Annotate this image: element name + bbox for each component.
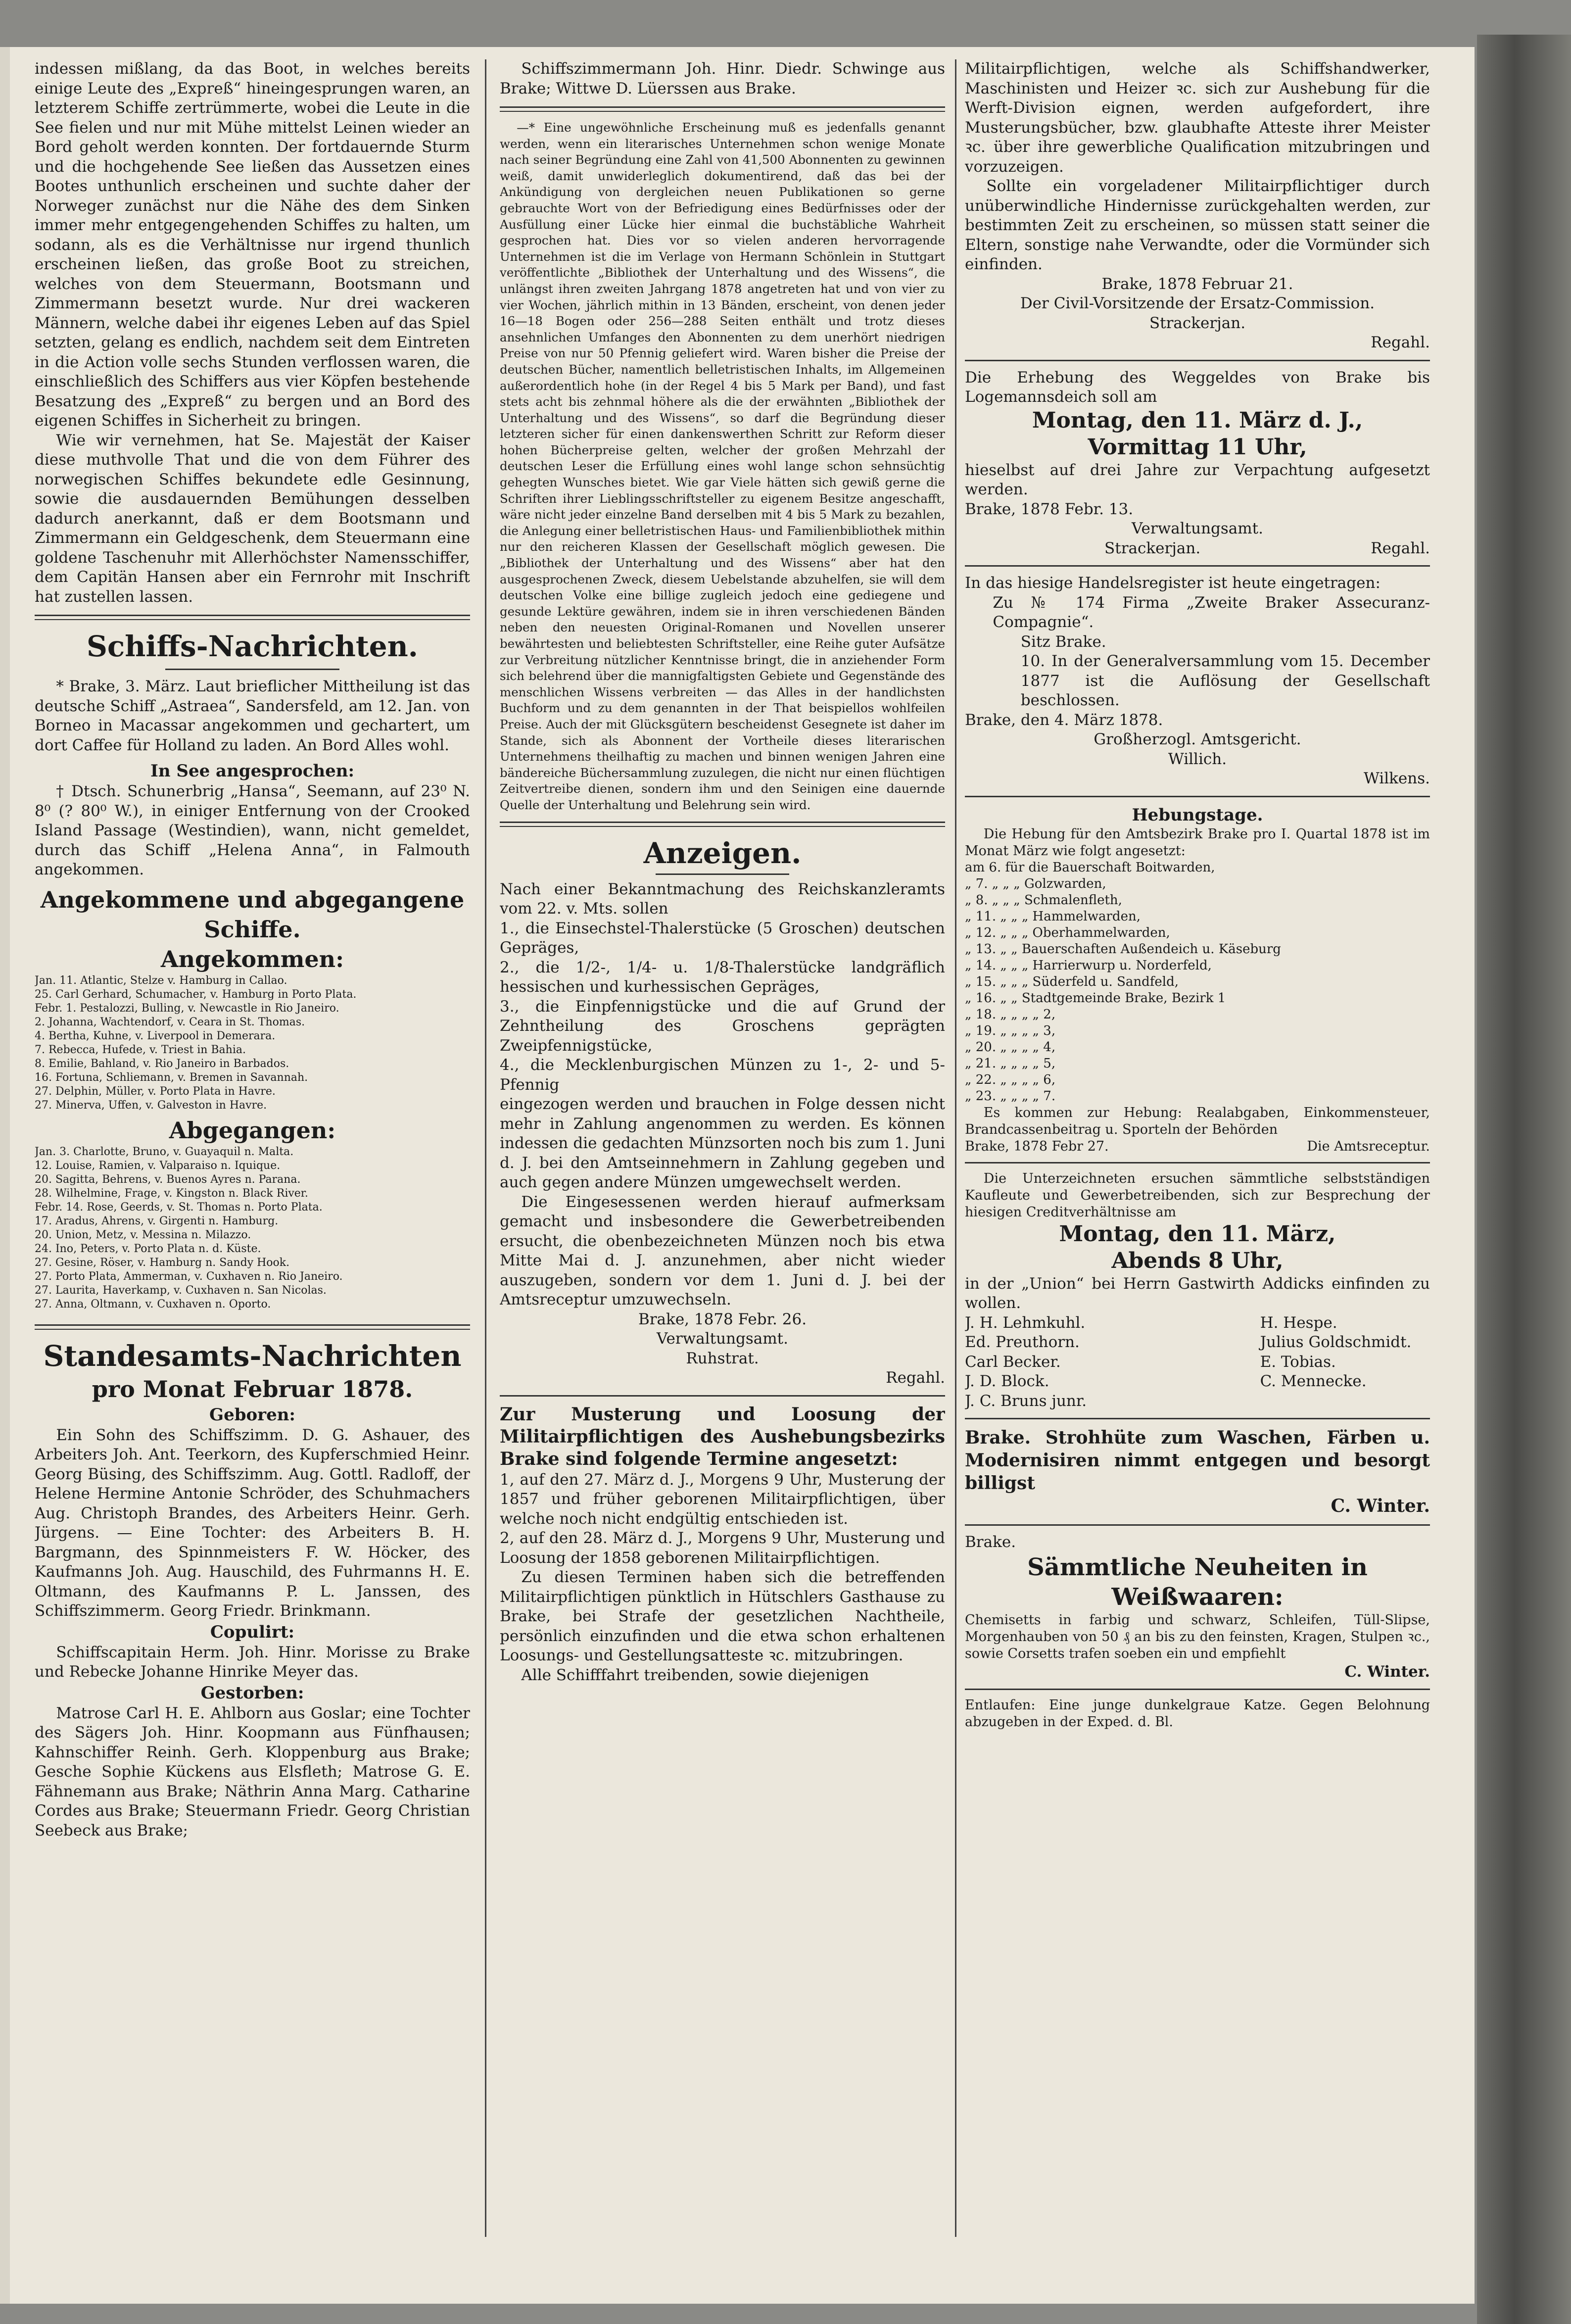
c3-org: Der Civil-Vorsitzende der Ersatz-Commission.	[1020, 294, 1375, 312]
list-item: „ 8. „ „ „ Schmalenfleth,	[965, 892, 1122, 908]
geboren-text: Ein Sohn des Schiffszimm. D. G. Ashauer, des Arbeiters Joh. Ant. Teerkorn, des Kupferschmied Heinr. Georg Büsing, des Schiffszimm. Aug. Gottl. Radloff, der Helene Hermine Antonie Schröder, des Schuhmachers Aug. Christoph Brandes, des Arbeiters Heinr. Gerh. Jürgens. — Eine Tochter: des Arbeiters B. H. Bargmann, des Spinnmeisters F. W. Höcker, des Kaufmanns Joh. Aug. Hauschild, des Fuhrmanns H. E. Oltmann, des Kaufmanns P. L. Janssen, des Schiffszimmerm. Georg Friedr. Brinkmann.	[35, 1426, 470, 1620]
handelsregister-2: Sitz Brake.	[1020, 632, 1106, 651]
standesamt-title: Standesamts-Nachrichten	[43, 1339, 462, 1373]
kaufleute-text-2: in der „Union“ bei Herrn Gastwirth Addicks einfinden zu wollen.	[965, 1274, 1430, 1312]
handelsregister-1: Zu № 174 Firma „Zweite Braker Assecuranz-Compagnie“.	[993, 593, 1430, 631]
divider	[500, 106, 945, 112]
list-item: 25. Carl Gerhard, Schumacher, v. Hamburg in Porto Plata.	[35, 988, 357, 1001]
kaufleute-date: Montag, den 11. März,	[1059, 1221, 1336, 1247]
weggeld-sig-2: Regahl.	[1371, 539, 1430, 557]
list-item: 24. Ino, Peters, v. Porto Plata n. d. Küste.	[35, 1242, 261, 1255]
list-item: 27. Anna, Oltmann, v. Cuxhaven n. Oporto.	[35, 1298, 271, 1310]
list-item: 7. Rebecca, Hufede, v. Triest in Bahia.	[35, 1043, 246, 1056]
list-item: 8. Emilie, Bahland, v. Rio Janeiro in Barbados.	[35, 1057, 289, 1070]
schiffs-text: * Brake, 3. März. Laut brieflicher Mittheilung ist das deutsche Schiff „Astraea“, Sandersfeld, am 12. Jan. von Borneo in Macassar angekommen und gechartert, um dort Caffee für Holland zu laden. An Bord Alles wohl.	[35, 678, 470, 754]
column-3	[965, 59, 1430, 1731]
handelsregister-sig: Willich.	[1168, 750, 1227, 768]
neuheiten-sig: C. Winter.	[1344, 1662, 1430, 1681]
anz-amt: Verwaltungsamt.	[657, 1330, 788, 1348]
list-item: E. Tobias.	[1260, 1353, 1336, 1371]
divider	[656, 873, 789, 875]
weggeld-amt: Verwaltungsamt.	[1132, 520, 1263, 537]
gestorben-text: Matrose Carl H. E. Ahlborn aus Goslar; eine Tochter des Sägers Joh. Hinr. Koopmann aus Fünfhausen; Kahnschiffer Reinh. Gerh. Kloppenburg aus Brake; Gesche Sophie Kückens aus Elsfleth; Matrose G. E. Fähnemann aus Brake; Näthrin Anna Marg. Catharine Cordes aus Brake; Steuermann Friedr. Georg Christian Seebeck aus Brake;	[35, 1704, 470, 1840]
musterung-2: 2, auf den 28. März d. J., Morgens 9 Uhr, Musterung und Loosung der 1858 geborenen Militairpflichtigen.	[500, 1529, 945, 1567]
weggeld-text: Die Erhebung des Weggeldes von Brake bis Logemannsdeich soll am	[965, 368, 1430, 406]
list-item: 16. Fortuna, Schliemann, v. Bremen in Savannah.	[35, 1071, 308, 1084]
list-item: Jan. 11. Atlantic, Stelze v. Hamburg in Callao.	[35, 974, 287, 987]
list-item: Febr. 1. Pestalozzi, Bulling, v. Newcastle in Rio Janeiro.	[35, 1002, 339, 1015]
handelsregister-3: 10. In der Generalversammlung vom 15. December 1877 ist die Auflösung der Gesellschaft beschlossen.	[1020, 652, 1430, 709]
column-1	[35, 59, 470, 1840]
divider	[965, 360, 1430, 361]
anz-sig: Ruhstrat.	[686, 1349, 759, 1367]
list-item: J. C. Bruns junr.	[965, 1392, 1087, 1410]
c3-cont-2: Sollte ein vorgeladener Militairpflichtiger durch unüberwindliche Hindernisse zurückgehalten werden, zur bestimmten Zeit zu erscheinen, so müssen statt seiner die Eltern, sonstige nahe Verwandte, oder die Vormünder sich einfinden.	[965, 177, 1430, 273]
divider	[965, 796, 1430, 797]
abg-list	[35, 1145, 470, 1311]
divider	[965, 565, 1430, 567]
neuheiten-title: Sämmtliche Neuheiten in Weißwaaren:	[1027, 1553, 1368, 1611]
list-item: J. D. Block.	[965, 1372, 1049, 1390]
list-item: J. H. Lehmkuhl.	[965, 1313, 1086, 1332]
list-item: „ 11. „ „ „ Hammelwarden,	[965, 909, 1141, 924]
weggeld-time: Vormittag 11 Uhr,	[1088, 434, 1307, 460]
divider	[965, 1162, 1430, 1163]
divider	[35, 615, 470, 620]
list-item: 1., die Einsechstel-Thalerstücke (5 Groschen) deutschen Gepräges,	[500, 919, 945, 957]
kaufleute-names-left	[965, 1313, 1087, 1411]
kaufleute-text: Die Unterzeichneten ersuchen sämmtliche selbstständigen Kaufleute und Gewerbetreibenden, sich zur Besprechung der hiesigen Creditverhältnisse am	[965, 1170, 1430, 1220]
book-binding	[1477, 35, 1571, 2324]
neuheiten-place: Brake.	[965, 1533, 1016, 1551]
list-item: 20. Sagitta, Behrens, v. Buenos Ayres n. Parana.	[35, 1173, 301, 1186]
neuheiten-text: Chemisetts in farbig und schwarz, Schleifen, Tüll-Slipse, Morgenhauben von 50 ₰ an bis zu den feinsten, Kragen, Stulpen ꝛc., sowie Corsetts trafen soeben ein und empfiehlt	[965, 1612, 1430, 1661]
anz-list	[500, 919, 945, 1095]
news-intro-2: Wie wir vernehmen, hat Se. Majestät der Kaiser diese muthvolle That und die von dem Führer des norwegischen Schiffes bekundete edle Gesinnung, sowie die ausdauernden Bemühungen desselben dadurch anerkannt, daß er dem Bootsmann und Zimmermann ein Geldgeschenk, dem Steuermann eine goldene Taschenuhr mit Allerhöchster Namensschiffer, dem Capitän Hansen aber ein Fernrohr mit Inschrift hat zustellen lassen.	[35, 431, 470, 606]
news-intro: indessen mißlang, da das Boot, in welches bereits einige Leute des „Expreß“ hineingesprungen waren, an letzterem Schiffe zertrümmerte, wobei die Leute in die See fielen und nur mit Mühe mittelst Leinen wieder an Bord geholt werden konnten. Der fortdauernde Sturm und die hochgehende See ließen das Aussetzen eines Bootes unthunlich erscheinen und suchte daher der Norweger zunächst nur die Nähe des dem Sinken immer mehr entgegengehenden Schiffes zu halten, um sodann, als es die Verhältnisse nur irgend thunlich erscheinen ließen, das große Boot zu streichen, welches von dem Steuermann, Bootsmann und Zimmermann besetzt wurde. Nur drei wackeren Männern, welche dabei ihr eigenes Leben auf das Spiel setzten, gelang es endlich, nachdem seit dem Eintreten in die Action volle sechs Stunden verflossen waren, die einschließlich des Schiffers aus vier Köpfen bestehende Besatzung des „Expreß“ zu bergen und an Bord des eigenen Schiffes in Sicherheit zu bringen.	[35, 60, 470, 430]
anz-sig-2: Regahl.	[886, 1369, 945, 1387]
handelsregister-sig-2: Wilkens.	[1363, 770, 1430, 787]
ang-subtitle: Angekommen:	[160, 945, 344, 972]
anz-date: Brake, 1878 Febr. 26.	[638, 1310, 807, 1328]
divider	[965, 1524, 1430, 1526]
divider	[500, 1395, 945, 1397]
list-item: C. Mennecke.	[1260, 1372, 1367, 1390]
list-item: H. Hespe.	[1260, 1313, 1337, 1332]
kaufleute-time: Abends 8 Uhr,	[1111, 1248, 1284, 1273]
musterung-text: Zu diesen Terminen haben sich die betreffenden Militairpflichtigen pünktlich in Hütschlers Gasthause zu Brake, bei Strafe der gesetzlichen Nachtheile, persönlich einzufinden und die etwa schon erhaltenen Loosungs- und Gestellungsatteste ꝛc. mitzubringen.	[500, 1568, 945, 1665]
weggeld-signatures	[965, 539, 1430, 559]
list-item: 12. Louise, Ramien, v. Valparaiso n. Iquique.	[35, 1159, 281, 1172]
hebungstage-title: Hebungstage.	[1132, 805, 1263, 825]
list-item: „ 21. „ „ „ „ 5,	[965, 1056, 1056, 1071]
list-item: „ 19. „ „ „ „ 3,	[965, 1023, 1056, 1038]
hebungstage-list	[965, 860, 1430, 1105]
list-item: 2., die 1/2-, 1/4- u. 1/8-Thalerstücke landgräflich hessischen und kurhessischen Gepräges,	[500, 958, 945, 996]
list-item: „ 13. „ „ Bauerschaften Außendeich u. Käseburg	[965, 941, 1281, 957]
list-item: 27. Delphin, Müller, v. Porto Plata in Havre.	[35, 1085, 276, 1098]
list-item: 20. Union, Metz, v. Messina n. Milazzo.	[35, 1228, 251, 1241]
column-2	[500, 59, 945, 1685]
hebungstage-text: Die Hebung für den Amtsbezirk Brake pro I. Quartal 1878 ist im Monat März wie folgt angesetzt:	[965, 826, 1430, 859]
strohhuete-text: Brake. Strohhüte zum Waschen, Färben u. Modernisiren nimmt entgegen und besorgt billigst	[965, 1427, 1430, 1494]
column-rule	[955, 59, 956, 2237]
divider	[165, 669, 339, 670]
musterung-title: Zur Musterung und Loosung der Militairpflichtigen des Aushebungsbezirks Brake sind folgende Termine angesetzt:	[500, 1404, 945, 1469]
hebungstage-date: Brake, 1878 Febr 27.	[965, 1138, 1109, 1154]
ang-list	[35, 974, 470, 1113]
c3-date: Brake, 1878 Februar 21.	[1101, 275, 1293, 293]
kaufleute-names-right	[1260, 1313, 1412, 1411]
anz-p3: Die Eingesessenen werden hierauf aufmerksam gemacht und insbesondere die Gewerbetreibenden ersucht, die obenbezeichneten Münzen noch bis etwa Mitte Mai d. J. anzunehmen, aber nicht wieder auszugeben, sondern vor dem 1. Juni d. J. bei der Amtsreceptur umzuwechseln.	[500, 1193, 945, 1309]
list-item: Febr. 14. Rose, Geerds, v. St. Thomas n. Porto Plata.	[35, 1201, 323, 1213]
list-item: „ 7. „ „ „ Golzwarden,	[965, 876, 1106, 891]
list-item: „ 22. „ „ „ „ 6,	[965, 1072, 1056, 1087]
list-item: „ 14. „ „ „ Harrierwurp u. Norderfeld,	[965, 958, 1212, 973]
neuheiten-header	[965, 1533, 1430, 1552]
musterung-text-2: Alle Schifffahrt treibenden, sowie diejenigen	[521, 1666, 869, 1684]
list-item: „ 12. „ „ „ Oberhammelwarden,	[965, 925, 1170, 940]
col2-top: Schiffszimmermann Joh. Hinr. Diedr. Schwinge aus Brake; Wittwe D. Lüerssen aus Brake.	[500, 60, 945, 97]
c3-sig: Strackerjan.	[1149, 314, 1246, 332]
list-item: Ed. Preuthorn.	[965, 1333, 1080, 1351]
hebungstage-org: Die Amtsreceptur.	[1307, 1138, 1430, 1154]
divider	[35, 1324, 470, 1330]
list-item: am 6. für die Bauerschaft Boitwarden,	[965, 860, 1215, 875]
list-item: 2. Johanna, Wachtendorf, v. Ceara in St. Thomas.	[35, 1016, 305, 1028]
musterung-1: 1, auf den 27. März d. J., Morgens 9 Uhr, Musterung der 1857 und früher geborenen Militairpflichtigen, über welche noch nicht endgültig entschieden ist.	[500, 1470, 945, 1528]
handelsregister-text: In das hiesige Handelsregister ist heute eingetragen:	[965, 574, 1381, 592]
hebungstage-signature	[965, 1138, 1430, 1155]
list-item: „ 15. „ „ „ Süderfeld u. Sandfeld,	[965, 974, 1179, 989]
library-article: —* Eine ungewöhnliche Erscheinung muß es jedenfalls genannt werden, wenn ein literarisches Unternehmen schon wenige Monate nach seiner Begründung eine Zahl von 41,500 Abonnenten zu gewinnen weiß, damit unwiderleglich dokumentirend, daß das bei der Ankündigung von dergleichen neuen Publikationen so gerne gebrauchte Wort von der Befriedigung eines Bedürfnisses oder der Ausfüllung einer Lücke hier einmal die buchstäbliche Wahrheit gesprochen hat. Dies vor so vielen anderen hervorragende Unternehmen ist die im Verlage von Hermann Schönlein in Stuttgart veröffentlichte „Bibliothek der Unterhaltung und des Wissens“, die unlängst ihren zweiten Jahrgang 1878 angetreten hat und von vier zu vier Wochen, jährlich mithin in 13 Bänden, erscheint, von denen jeder 16—18 Bogen oder 256—288 Seiten enthält und trotz dieses ansehnlichen Umfanges den Abonnenten zu dem unerhört niedrigen Preise von nur 50 Pfennig geliefert wird. Waren bisher die Preise der deutschen Bücher, namentlich belletristischen Inhalts, im Allgemeinen außerordentlich hohe (in der Regel 4 bis 5 Mark per Band), und fast stets acht bis zehnmal höhere als die der erwähnten „Bibliothek der Unterhaltung und des Wissens“, so darf die Begründung dieser letzteren sicher für einen dankenswerthen Schritt zur Reform dieser hohen Bücherpreise gelten, welcher der großen Mehrzahl der deutschen Leser die Erfüllung eines wohl lange schon sehnsüchtig gehegten Wunsches bietet. Wie gar Viele hätten sich gewiß gerne die Schriften ihrer Lieblingsschriftsteller zu eigenem Besitze angeschafft, wäre nicht jeder einzelne Band derselben mit 4 bis 5 Mark zu bezahlen, die Anlegung einer belletristischen Haus- und Familienbibliothek mithin nur den reicheren Klassen der Gesellschaft möglich gewesen. Die „Bibliothek der Unterhaltung und des Wissens“ aber hat den ausgesprochenen Zweck, diesem Uebelstande abzuhelfen, sie will dem deutschen Volke eine billige zugleich jedoch eine gediegene und gesunde Lektüre gewähren, indem sie in ihren verschiedenen Bänden neben den neuesten Original-Romanen und Novellen unserer bewährtesten und beliebtesten Schriftsteller, eine Reihe guter Aufsätze zur Verbreitung nützlicher Kenntnisse bringt, die in anziehender Form sich belehrend über die mannigfaltigsten Gebiete und Gegenstände des menschlichen Wissens verbreiten — das Alles in der handlichsten Buchform und zu dem genannten in der That beispiellos wohlfeilen Preise. Auch der mit Glücksgütern bescheidenst Gesegnete ist daher im Stande, sich als Abonnent der Vortheile dieses literarischen Unternehmens theilhaftig zu machen und binnen wenigen Jahren eine bändereiche Büchersammlung zuzulegen, die nicht nur einen flüchtigen Zeitvertreibe dienen, sondern ihm und den Seinigen eine dauernde Quelle der Unterhaltung und Belehrung sein wird.	[500, 120, 945, 812]
entlaufen-text: Entlaufen: Eine junge dunkelgraue Katze. Gegen Belohnung abzugeben in der Exped. d. Bl.	[965, 1697, 1430, 1730]
list-item: „ 20. „ „ „ „ 4,	[965, 1039, 1056, 1055]
see-text: † Dtsch. Schunerbrig „Hansa“, Seemann, auf 23⁰ N. 8⁰ (? 80⁰ W.), in einiger Entfernung von der Crooked Island Passage (Westindien), wann, nicht gemeldet, durch das Schiff „Helena Anna“, in Falmouth angekommen.	[35, 782, 470, 878]
list-item: 27. Minerva, Uffen, v. Galveston in Havre.	[35, 1099, 267, 1112]
weggeld-sig: Strackerjan.	[1104, 539, 1201, 557]
abg-subtitle: Abgegangen:	[169, 1116, 336, 1144]
divider	[965, 1689, 1430, 1690]
list-item: Julius Goldschmidt.	[1260, 1333, 1412, 1351]
kaufleute-names	[965, 1313, 1430, 1411]
list-item: 17. Aradus, Ahrens, v. Girgenti n. Hamburg.	[35, 1214, 279, 1227]
section-title-schiffs: Schiffs-Nachrichten.	[87, 629, 418, 663]
anz-p2: eingezogen werden und brauchen in Folge dessen nicht mehr in Zahlung angenommen zu werden. Es können indessen die gedachten Münzsorten noch bis zum 1. Juni d. J. bei den Amtseinnehmern in Zahlung gegeben und auch gegen andere Münzen umgewechselt werden.	[500, 1095, 945, 1192]
c3-sig-2: Regahl.	[1371, 334, 1430, 351]
list-item: 4., die Mecklenburgischen Münzen zu 1-, 2- und 5-Pfennig	[500, 1056, 945, 1094]
standesamt-title-2: pro Monat Februar 1878.	[92, 1375, 413, 1403]
ang-title: Angekommene und abgegangene Schiffe.	[40, 886, 465, 943]
list-item: 28. Wilhelmine, Frage, v. Kingston n. Black River.	[35, 1187, 308, 1200]
copulirt-title: Copulirt:	[210, 1622, 295, 1642]
copulirt-text: Schiffscapitain Herm. Joh. Hinr. Morisse zu Brake und Rebecke Johanne Hinrike Meyer das.	[35, 1643, 470, 1681]
handelsregister-org: Großherzogl. Amtsgericht.	[1094, 730, 1301, 748]
column-rule	[485, 59, 486, 2237]
list-item: „ 16. „ „ Stadtgemeinde Brake, Bezirk 1	[965, 990, 1226, 1006]
strohhuete-sig: C. Winter.	[1331, 1496, 1430, 1516]
list-item: 27. Laurita, Haverkamp, v. Cuxhaven n. San Nicolas.	[35, 1284, 327, 1297]
geboren-title: Geboren:	[209, 1404, 295, 1425]
anzeigen-title: Anzeigen.	[643, 836, 802, 870]
list-item: 4. Bertha, Kuhne, v. Liverpool in Demerara.	[35, 1029, 276, 1042]
divider	[965, 1418, 1430, 1419]
list-item: Jan. 3. Charlotte, Bruno, v. Guayaquil n. Malta.	[35, 1145, 294, 1158]
weggeld-place-date: Brake, 1878 Febr. 13.	[965, 500, 1134, 518]
list-item: 27. Porto Plata, Ammerman, v. Cuxhaven n. Rio Janeiro.	[35, 1270, 343, 1283]
divider	[500, 822, 945, 827]
gestorben-title: Gestorben:	[200, 1683, 304, 1703]
handelsregister-date: Brake, den 4. März 1878.	[965, 711, 1163, 729]
anz-intro: Nach einer Bekanntmachung des Reichskanzleramts vom 22. v. Mts. sollen	[500, 880, 945, 918]
hebungstage-text-2: Es kommen zur Hebung: Realabgaben, Einkommensteuer, Brandcassenbeitrag u. Sporteln der Behörden	[965, 1105, 1430, 1137]
c3-cont: Militairpflichtigen, welche als Schiffshandwerker, Maschinisten und Heizer ꝛc. sich zur Aushebung für die Werft-Division eignen, werden aufgefordert, ihre Musterungsbücher, bzw. glaubhafte Atteste ihrer Meister ꝛc. über ihre gewerbliche Qualification mitzubringen und vorzuzeigen.	[965, 60, 1430, 176]
list-item: „ 18. „ „ „ „ 2,	[965, 1007, 1056, 1022]
weggeld-date: Montag, den 11. März d. J.,	[1032, 407, 1363, 433]
list-item: „ 23. „ „ „ „ 7.	[965, 1088, 1056, 1104]
list-item: Carl Becker.	[965, 1353, 1061, 1371]
list-item: 27. Gesine, Röser, v. Hamburg n. Sandy Hook.	[35, 1256, 290, 1269]
see-title: In See angesprochen:	[150, 761, 355, 781]
weggeld-text-2: hieselbst auf drei Jahre zur Verpachtung aufgesetzt werden.	[965, 461, 1430, 498]
list-item: 3., die Einpfennigstücke und die auf Grund der Zehntheilung des Groschens geprägten Zweipfennigstücke,	[500, 997, 945, 1055]
